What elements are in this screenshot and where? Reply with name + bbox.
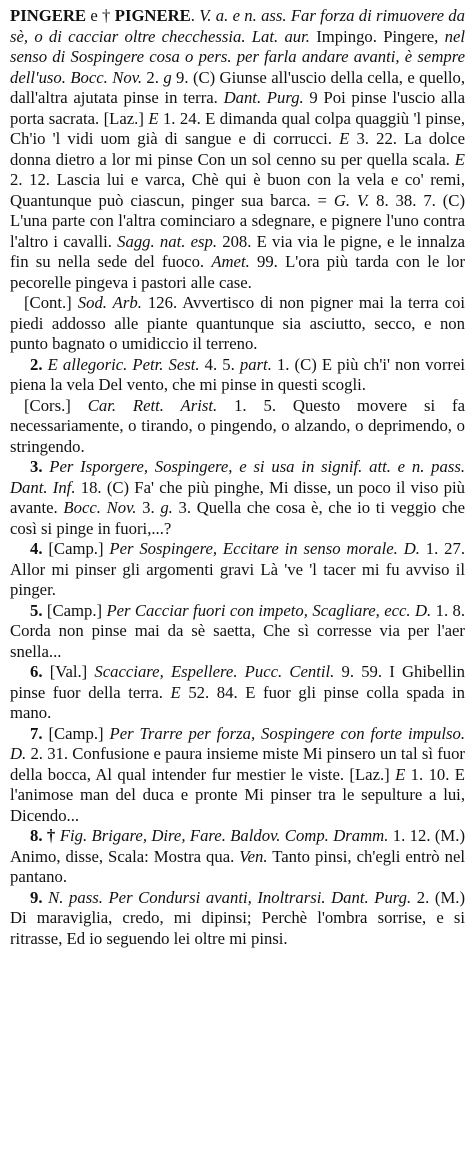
entry-text: 126. Avvertisco di non pigner mai la terra coi piedi addosso alle piante quantunque sia asciutto, secco, e non punto bagnato o umidiccio il terreno. xyxy=(10,293,465,353)
entry-italic-text: Sod. Arb. xyxy=(77,293,142,312)
entry-text: Tanto pinsi, ch'egli entrò nel pantano. xyxy=(10,846,465,886)
entry-italic-text: G. V. xyxy=(333,190,370,210)
entry-text: 2. (M.) Di maraviglia, credo, mi dipinsi; Perchè l'ombra sorrise, e si ritrasse, Ed io seguendo lei oltre mi pinsi. xyxy=(10,887,466,948)
entry-italic-text: g. xyxy=(160,498,173,517)
entry-italic-text: E xyxy=(395,764,406,784)
entry-sense-4 xyxy=(10,457,465,539)
entry-italic-text: Car. Rett. Arist. xyxy=(87,395,218,415)
entry-sense-9 xyxy=(10,826,465,888)
entry-text: 3. 22. La dolce donna dietro a lor mi pinse Con un sol cenno su per quella scala. xyxy=(10,129,465,169)
entry-text: 1. 12. (M.) Animo, disse, Scala: Mostra qua. xyxy=(10,826,466,866)
entry-label: 2. xyxy=(30,354,48,374)
entry-text: 9. 59. I Ghibellin pinse fuor della terra. xyxy=(10,662,466,702)
entry-italic-text: E allegoric. Petr. Sest. xyxy=(47,354,200,374)
entry-text: 1. 8. Corda non pinse mai da sè saetta, Che sì corresse via per l'aer snella... xyxy=(10,600,466,661)
entry-text: 1. 27. Allor mi pinser gli argomenti gravi Là 've 'l tacer mi fu avviso il pinger. xyxy=(10,539,465,599)
entry-italic-text: part. xyxy=(239,354,272,374)
entry-italic-text: Amet. xyxy=(211,252,250,271)
entry-italic-text: N. pass. Per Condursi avanti, Inoltrarsi. Dant. Purg. xyxy=(48,887,412,907)
entry-text: [Cont.] xyxy=(24,293,78,312)
entry-sense-8 xyxy=(10,724,465,827)
entry-sense-1 xyxy=(10,293,465,355)
entry-italic-text: E xyxy=(454,149,465,169)
entry-text: 99. L'ora più tarda con le lor pecorelle pingeva i pastori alle case. xyxy=(10,252,466,292)
entry-text: [Camp.] xyxy=(48,723,110,743)
entry-text: [Camp.] xyxy=(46,600,107,620)
entry-italic-text: Scacciare, Espellere. Pucc. Centil. xyxy=(94,662,335,681)
entry-label: 4. xyxy=(30,539,49,558)
entry-label: 3. xyxy=(30,457,50,476)
entry-text: [Camp.] xyxy=(48,539,110,558)
entry-italic-text: nel senso di Sospingere cosa o pers. per farla andare avanti, è sempre dell'uso. Bocc. Nov. xyxy=(10,26,465,87)
entry-text: e † xyxy=(86,6,115,25)
entry-label: PINGERE xyxy=(10,6,87,25)
entry-text: 8. 38. 7. (C) L'una parte con l'altra cominciaro a sdegnare, e pignere l'uno contra l'altro i cavalli. xyxy=(10,190,465,251)
entry-italic-text: g xyxy=(163,67,172,87)
entry-text: 208. E via via le pigne, e le innalza fin su nella sede del fuoco. xyxy=(10,231,465,271)
entry-italic-text: E xyxy=(148,108,159,128)
entry-sense-6 xyxy=(10,601,465,663)
entry-text: 2. 31. Confusione e paura insieme miste Mi pinsero un tal sì fuor della bocca, Al qual intender fur mestier le viste. [Laz.] xyxy=(10,744,465,784)
entry-italic-text: Fig. Brigare, Dire, Fare. Baldov. Comp. Dramm. xyxy=(59,826,389,845)
entry-italic-text: Per Cacciar fuori con impeto, Scagliare, ecc. D. xyxy=(106,600,432,620)
entry-text: 52. 84. E fuor gli pinse colla spada in mano. xyxy=(10,682,465,722)
entry-text: 4. 5. xyxy=(199,354,240,374)
entry-text: 9. (C) Giunse all'uscio della cella, e quello, dall'altra ajutata pinse in terra. xyxy=(10,67,466,107)
entry-text: 3. Quella che cosa è, che io ti veggio che così si pinge in fuori,...? xyxy=(10,498,466,538)
entry-text: 1. 10. E l'animose man del duca e pronte Mi pinser tra le sepulture a lui, Dicendo... xyxy=(10,764,466,825)
entry-italic-text: Sagg. nat. esp. xyxy=(117,231,218,251)
entry-text: 1. 24. E dimanda qual colpa quaggiù 'l pinse, Ch'io 'l vidi uom già di sangue e di corrucci. xyxy=(10,108,465,148)
entry-text: 1. 5. Questo movere si fa necessariamente, o tirando, o pingendo, o alzando, o deprimendo, o stringendo. xyxy=(10,395,465,456)
entry-definition xyxy=(10,6,465,293)
entry-italic-text: Per Trarre per forza, Sospingere con forte impulso. D. xyxy=(10,723,465,763)
entry-italic-text: V. a. e n. ass. Far forza di rimuovere da sè, o di cacciar oltre checchessia. Lat. aur. xyxy=(10,6,465,46)
entry-text: 1. (C) E più ch'i' non vorrei piena la vela Del vento, che mi pinse in questi scogli. xyxy=(10,354,466,394)
entry-sense-5 xyxy=(10,539,465,601)
entry-text: [Val.] xyxy=(49,662,95,681)
entry-text: 2. xyxy=(142,67,164,87)
dictionary-entry xyxy=(10,6,465,949)
entry-italic-text: E xyxy=(339,129,350,148)
entry-label: 6. xyxy=(30,662,50,681)
entry-text: . xyxy=(190,6,200,25)
entry-italic-text: Ven. xyxy=(239,846,268,866)
entry-italic-text: Dant. Purg. xyxy=(223,88,304,107)
entry-text: 3. xyxy=(136,498,161,517)
entry-label: 5. xyxy=(30,600,47,620)
entry-label: PIGNERE xyxy=(114,6,191,25)
entry-label: 7. xyxy=(30,723,49,743)
entry-italic-text: Per Isporgere, Sospingere, e si usa in signif. att. e n. pass. Dant. Inf. xyxy=(10,457,466,497)
entry-sense-3 xyxy=(10,396,465,458)
entry-text: 9 Poi pinse l'uscio alla porta sacrata. [Laz.] xyxy=(10,88,465,128)
entry-italic-text: Bocc. Nov. xyxy=(63,498,137,517)
entry-label: 8. † xyxy=(30,826,60,845)
entry-sense-10 xyxy=(10,888,465,950)
entry-label: 9. xyxy=(30,887,49,907)
entry-sense-7 xyxy=(10,662,465,724)
entry-italic-text: Per Sospingere, Eccitare in senso morale. D. xyxy=(109,539,420,558)
entry-sense-2 xyxy=(10,355,465,396)
entry-text: Impingo. Pingere, xyxy=(309,26,445,46)
entry-italic-text: E xyxy=(170,682,181,702)
entry-text: [Cors.] xyxy=(24,395,88,415)
entry-text: 2. 12. Lascia lui e varca, Chè qui è buon con la vela e co' remi, Quantunque può ciascun, pinger sua barca. = xyxy=(10,170,465,210)
entry-text: 18. (C) Fa' che più pinghe, Mi disse, un poco il viso più avante. xyxy=(10,477,465,517)
